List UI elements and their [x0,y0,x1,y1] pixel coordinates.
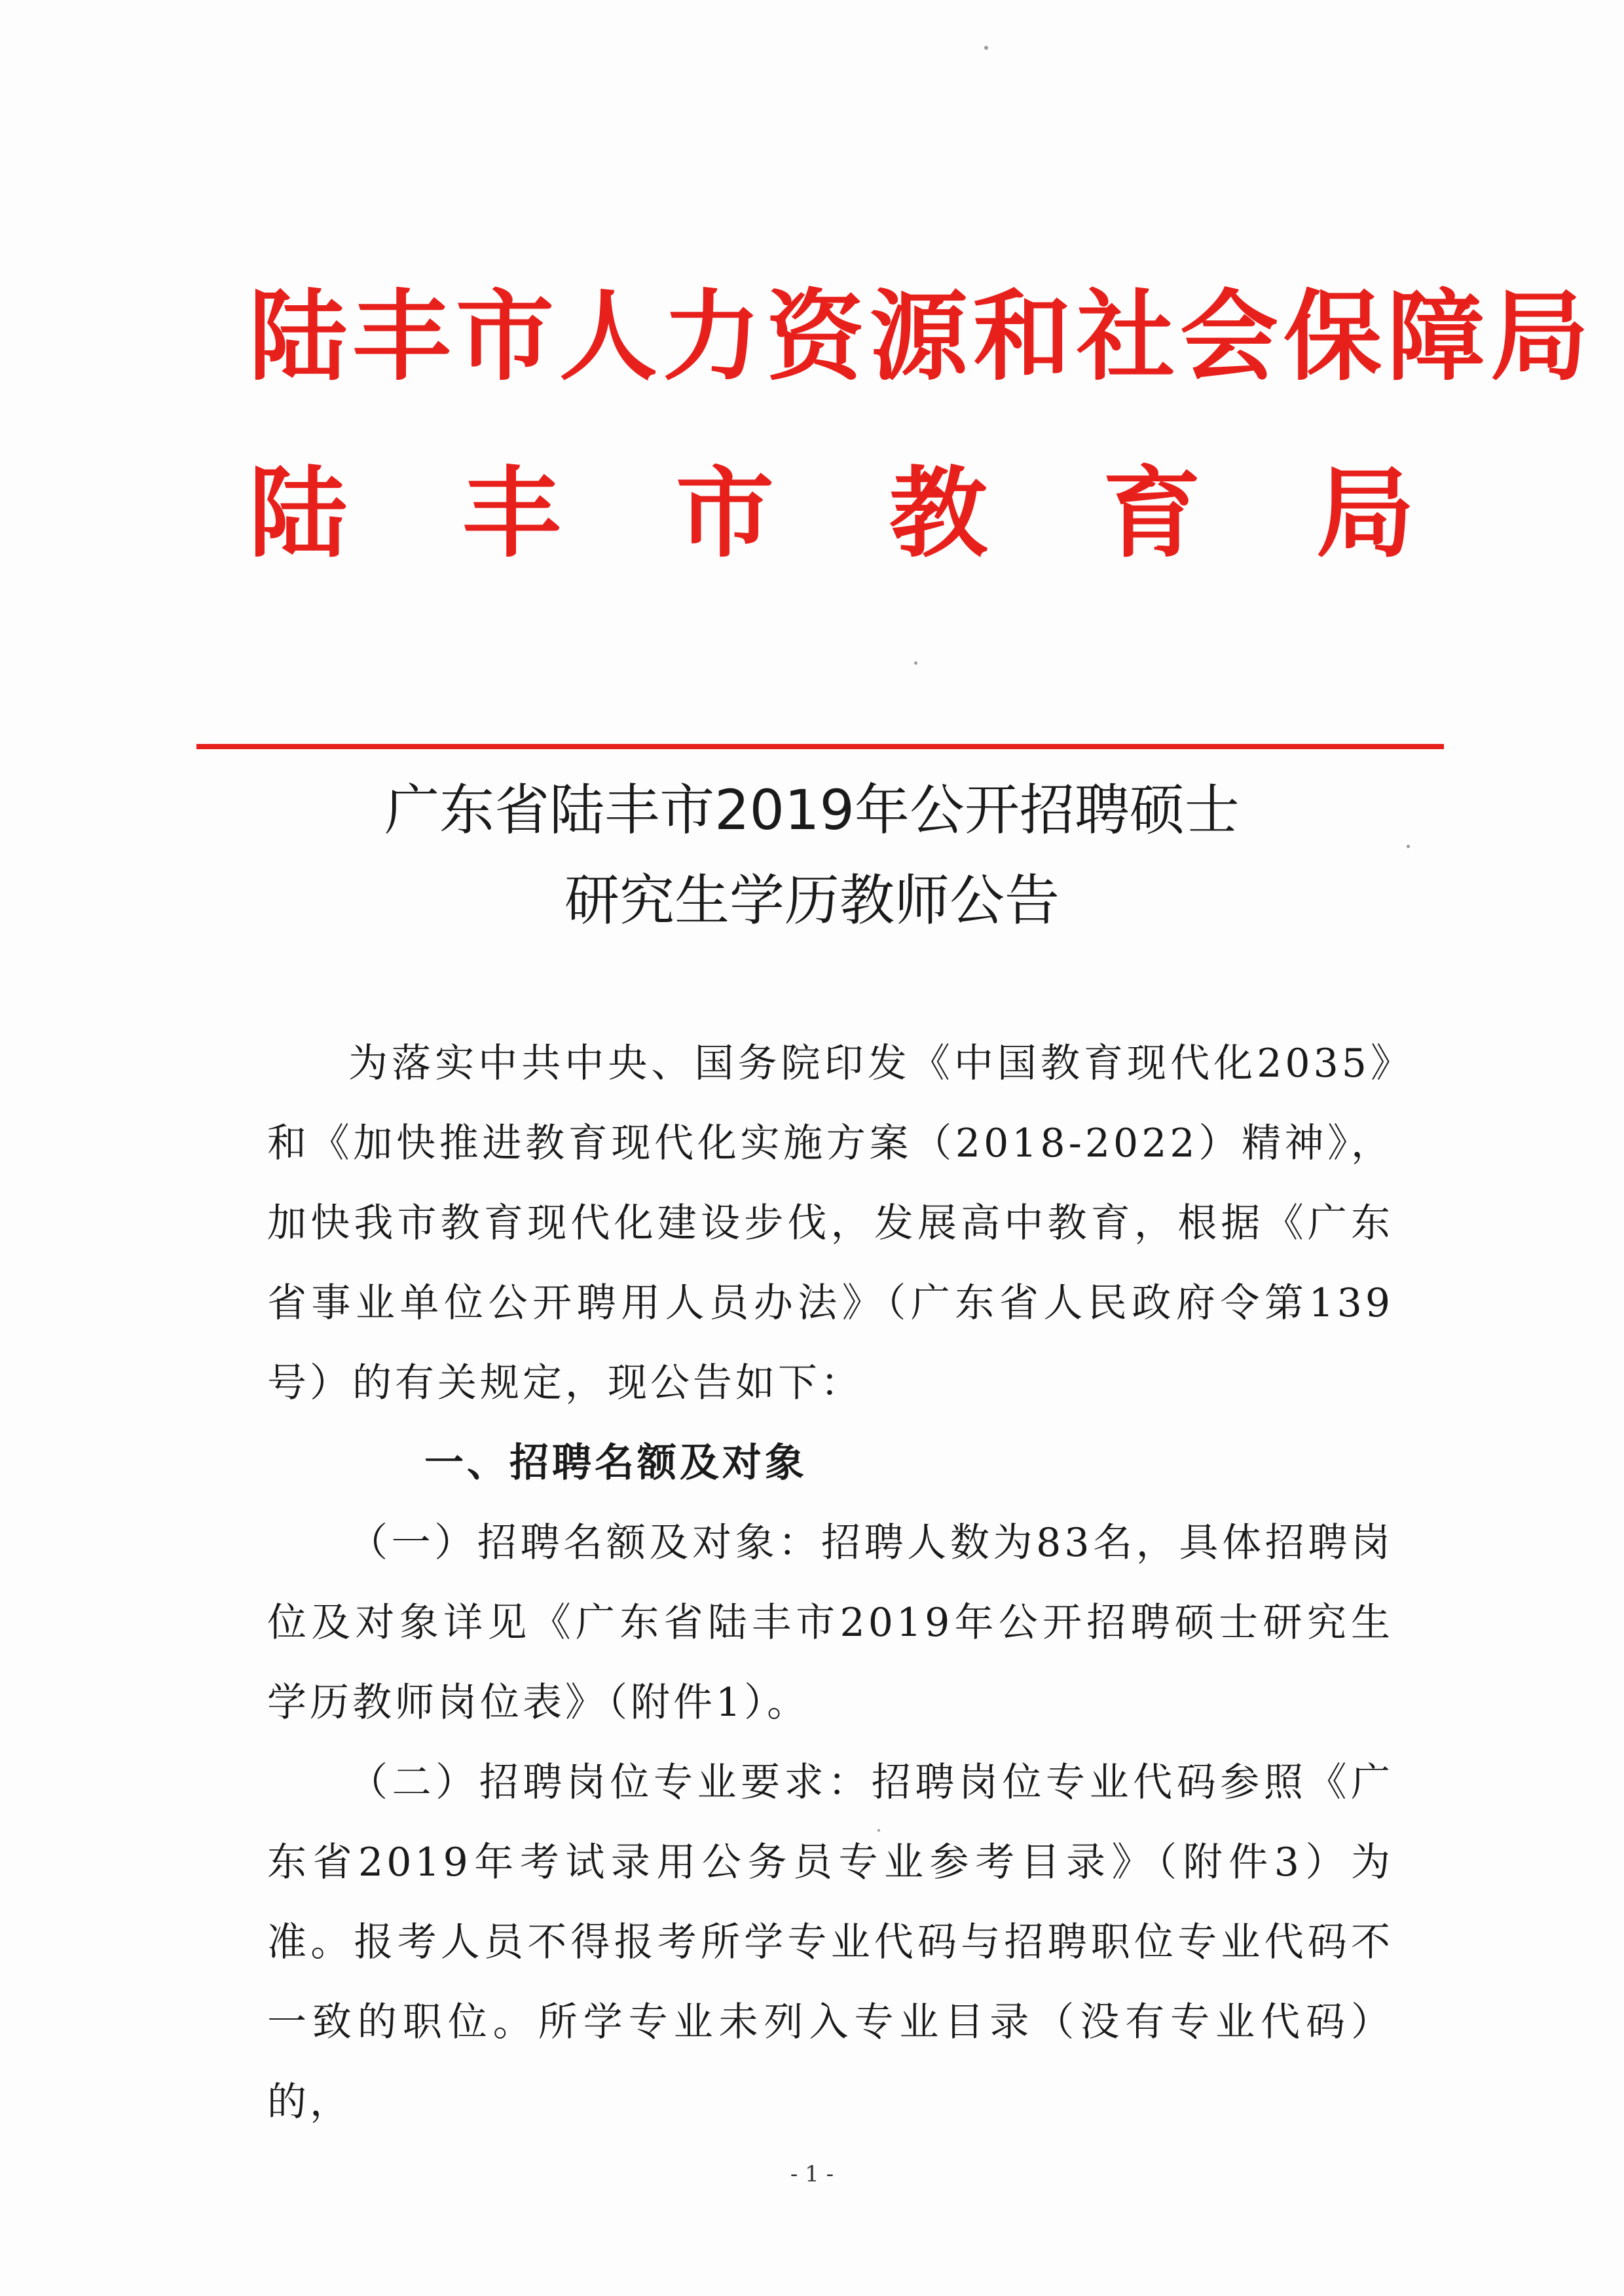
masthead-char: 陆 [249,457,348,571]
masthead-divider [196,744,1444,749]
page-number: - 1 - [790,2161,834,2187]
intro-paragraph: 为落实中共中央、国务院印发《中国教育现代化2035》和《加快推进教育现代化实施方案（2018-2022）精神》，加快我市教育现代化建设步伐，发展高中教育，根据《广东省事业单位公开聘用人员办法》（广东省人民政府令第139号）的有关规定，现公告如下： [267,1041,1393,1406]
scan-speck [914,661,917,665]
scan-speck [877,1829,880,1832]
document-body [267,1024,1393,2142]
masthead-line-2 [249,457,1414,571]
masthead-char: 丰 [462,457,561,571]
document-title-line-1: 广东省陆丰市2019年公开招聘硕士 [384,778,1240,842]
document-title-line-2: 研究生学历教师公告 [564,868,1060,933]
scan-speck [1407,845,1410,848]
masthead-char: 市 [675,457,774,571]
scan-speck [984,46,988,50]
masthead-line-1: 陆丰市人力资源和社会保障局 [249,280,1595,394]
section-paragraph-2: （二）招聘岗位专业要求：招聘岗位专业代码参照《广东省2019年考试录用公务员专业参考目录》（附件3）为准。报考人员不得报考所学专业代码与招聘职位专业代码不一致的职位。所学专业未列入专业目录（没有专业代码）的， [267,1760,1393,2125]
section-heading: 一、招聘名额及对象 [424,1440,807,1486]
masthead-char: 育 [1102,457,1201,571]
section-paragraph-1: （一）招聘名额及对象：招聘人数为83名，具体招聘岗位及对象详见《广东省陆丰市2019年公开招聘硕士研究生学历教师岗位表》（附件1）。 [267,1520,1393,1726]
masthead-char: 教 [889,457,987,571]
masthead-char: 局 [1316,457,1414,571]
